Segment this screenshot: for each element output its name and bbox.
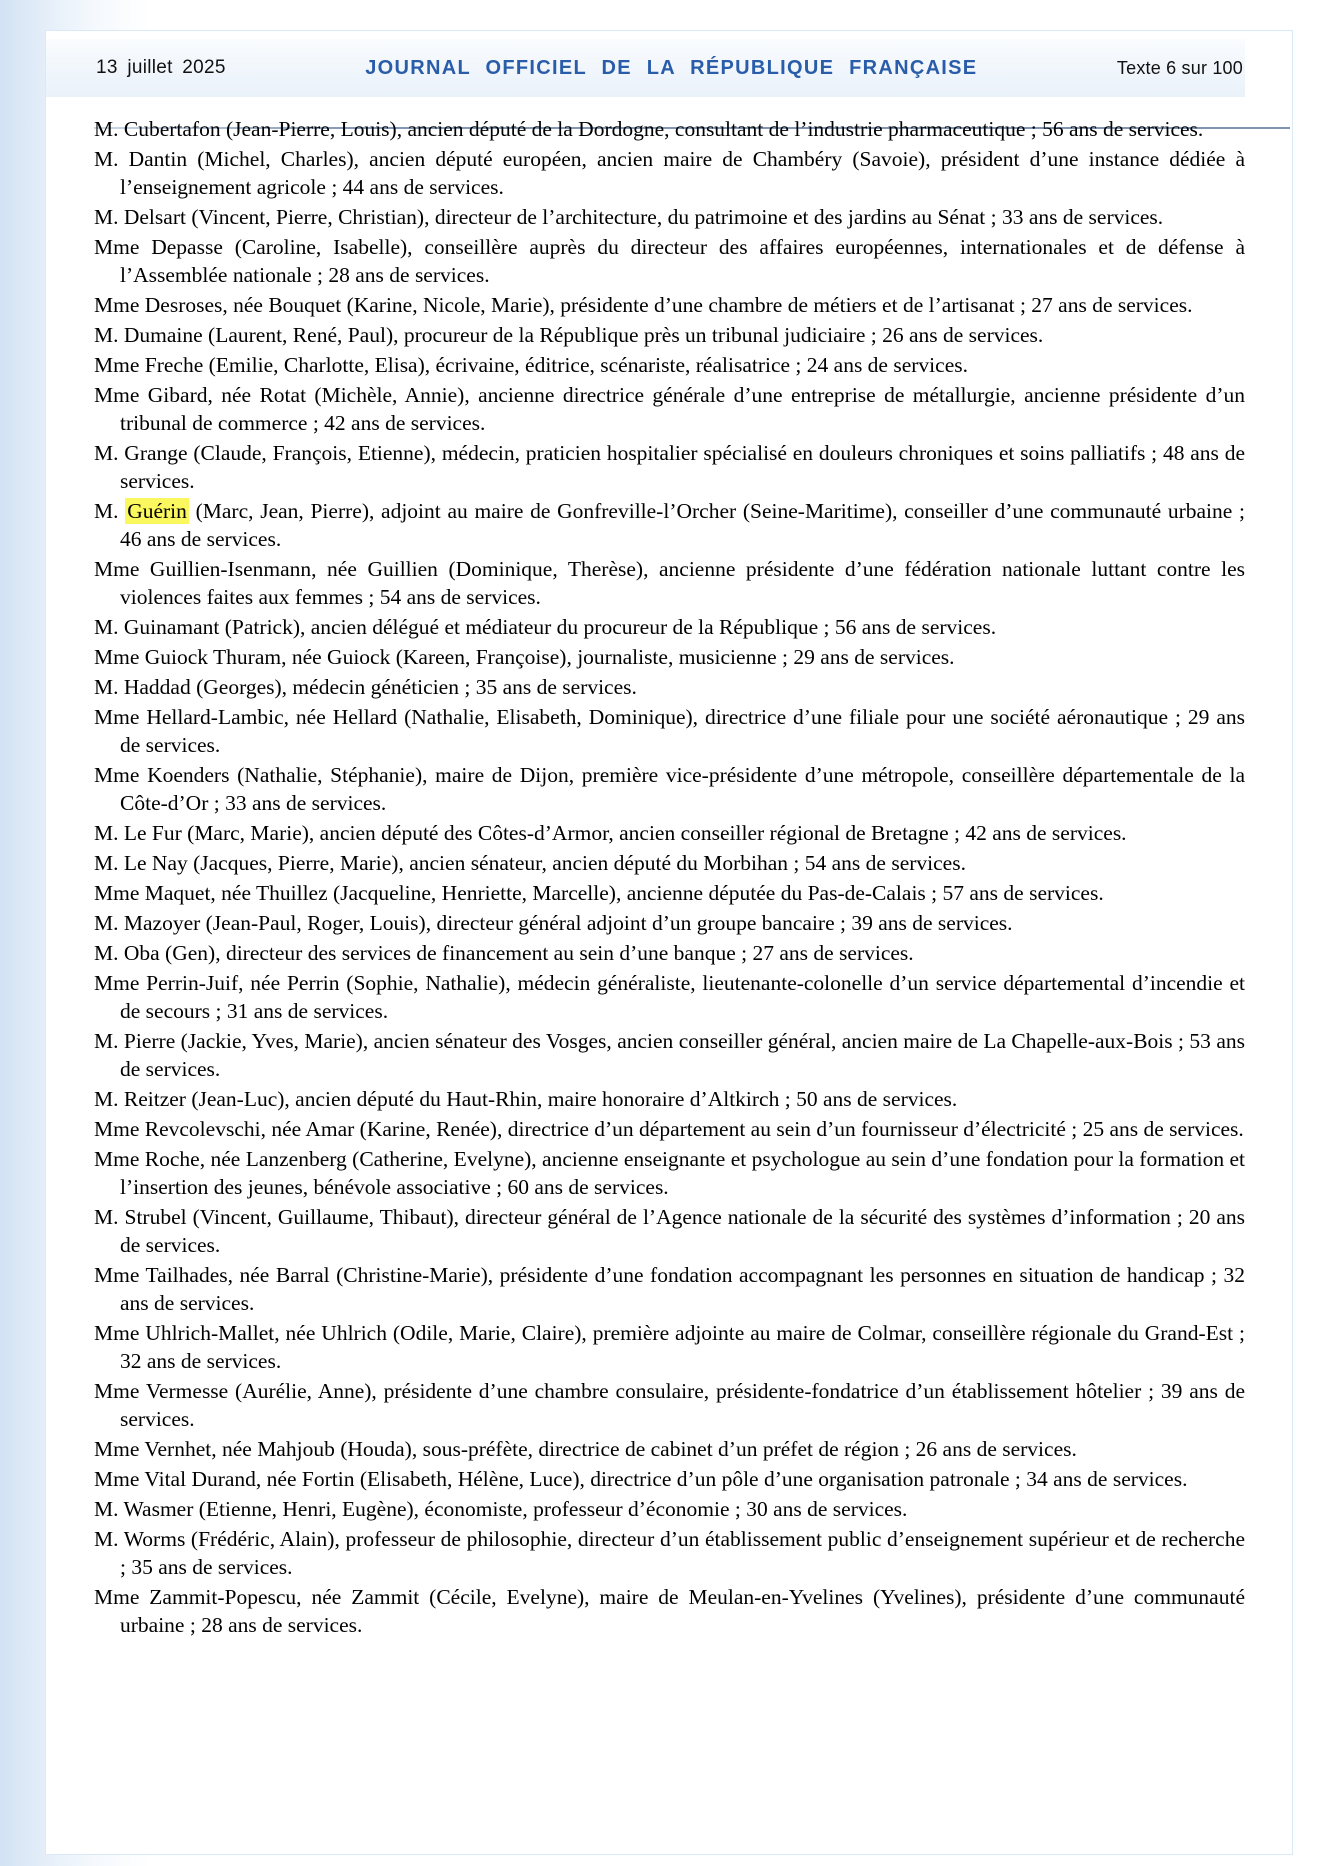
- entry-paragraph: Mme Perrin-Juif, née Perrin (Sophie, Nathalie), médecin généraliste, lieutenante-colonelle d’un service départemental d’incendie et de secours ; 31 ans de services.: [94, 971, 1245, 1023]
- entry-paragraph: Mme Maquet, née Thuillez (Jacqueline, Henriette, Marcelle), ancienne députée du Pas-de-Calais ; 57 ans de services.: [94, 881, 1104, 905]
- entry-paragraph: M. Oba (Gen), directeur des services de financement au sein d’une banque ; 27 ans de services.: [94, 941, 914, 965]
- find-match-highlight: Guérin: [127, 499, 187, 523]
- entry-paragraph: Mme Koenders (Nathalie, Stéphanie), maire de Dijon, première vice-présidente d’une métropole, conseillère départementale de la Côte-d’Or ; 33 ans de services.: [94, 763, 1245, 815]
- page-header: [46, 39, 1245, 97]
- entry-paragraph: Mme Revcolevschi, née Amar (Karine, Renée), directrice d’un département au sein d’un fournisseur d’électricité ; 25 ans de services.: [94, 1117, 1244, 1141]
- entry-paragraph: Mme Depasse (Caroline, Isabelle), conseillère auprès du directeur des affaires européennes, internationales et de défense à l’Assemblée nationale ; 28 ans de services.: [94, 235, 1245, 287]
- entry-paragraph: Mme Guiock Thuram, née Guiock (Kareen, Françoise), journaliste, musicienne ; 29 ans de services.: [94, 645, 955, 669]
- entry-paragraph: M. Le Fur (Marc, Marie), ancien député des Côtes-d’Armor, ancien conseiller régional de Bretagne ; 42 ans de services.: [94, 821, 1127, 845]
- entry-paragraph: Mme Hellard-Lambic, née Hellard (Nathalie, Elisabeth, Dominique), directrice d’une filiale pour une société aéronautique ; 29 ans de services.: [94, 705, 1245, 757]
- entry-paragraph: M. Dantin (Michel, Charles), ancien député européen, ancien maire de Chambéry (Savoie), président d’une instance dédiée à l’enseignement agricole ; 44 ans de services.: [94, 147, 1245, 199]
- entry-paragraph: Mme Gibard, née Rotat (Michèle, Annie), ancienne directrice générale d’une entreprise de métallurgie, ancienne présidente d’un tribunal de commerce ; 42 ans de services.: [94, 383, 1245, 435]
- entry-paragraph: M. Wasmer (Etienne, Henri, Eugène), économiste, professeur d’économie ; 30 ans de services.: [94, 1497, 908, 1521]
- entry-paragraph: Mme Desroses, née Bouquet (Karine, Nicole, Marie), présidente d’une chambre de métiers et de l’artisanat ; 27 ans de services.: [94, 293, 1193, 317]
- entry-paragraph: M. Grange (Claude, François, Etienne), médecin, praticien hospitalier spécialisé en douleurs chroniques et soins palliatifs ; 48 ans de services.: [94, 441, 1245, 493]
- entry-paragraph: Mme Freche (Emilie, Charlotte, Elisa), écrivaine, éditrice, scénariste, réalisatrice ; 24 ans de services.: [94, 353, 968, 377]
- header-date: 13 juillet 2025: [96, 57, 226, 78]
- entry-paragraph: M. Guinamant (Patrick), ancien délégué et médiateur du procureur de la République ; 56 ans de services.: [94, 615, 997, 639]
- entry-paragraph: Mme Guillien-Isenmann, née Guillien (Dominique, Therèse), ancienne présidente d’une fédération nationale luttant contre les violences faites aux femmes ; 54 ans de services.: [94, 557, 1245, 609]
- entry-paragraph: M. Mazoyer (Jean-Paul, Roger, Louis), directeur général adjoint d’un groupe bancaire ; 39 ans de services.: [94, 911, 1013, 935]
- header-page-ref: Texte 6 sur 100: [1116, 57, 1243, 78]
- entry-paragraph: M. Guérin (Marc, Jean, Pierre), adjoint au maire de Gonfreville-l’Orcher (Seine-Maritime), conseiller d’une communauté urbaine ; 46 ans de services.: [94, 499, 1245, 551]
- journal-title: JOURNAL OFFICIEL DE LA RÉPUBLIQUE FRANÇAISE: [365, 56, 978, 79]
- entry-paragraph: M. Dumaine (Laurent, René, Paul), procureur de la République près un tribunal judiciaire ; 26 ans de services.: [94, 323, 1044, 347]
- entry-paragraph: M. Worms (Frédéric, Alain), professeur de philosophie, directeur d’un établissement public d’enseignement supérieur et de recherche ; 35 ans de services.: [94, 1527, 1245, 1579]
- entry-paragraph: M. Cubertafon (Jean-Pierre, Louis), ancien député de la Dordogne, consultant de l’industrie pharmaceutique ; 56 ans de services.: [94, 117, 1204, 141]
- entry-paragraph: Mme Roche, née Lanzenberg (Catherine, Evelyne), ancienne enseignante et psychologue au sein d’une fondation pour la formation et l’insertion des jeunes, bénévole associative ; 60 ans de services.: [94, 1147, 1245, 1199]
- entry-paragraph: M. Pierre (Jackie, Yves, Marie), ancien sénateur des Vosges, ancien conseiller général, ancien maire de La Chapelle-aux-Bois ; 53 ans de services.: [94, 1029, 1245, 1081]
- entry-paragraph: Mme Uhlrich-Mallet, née Uhlrich (Odile, Marie, Claire), première adjointe au maire de Colmar, conseillère régionale du Grand-Est ; 32 ans de services.: [94, 1321, 1245, 1373]
- entry-paragraph: Mme Tailhades, née Barral (Christine-Marie), présidente d’une fondation accompagnant les personnes en situation de handicap ; 32 ans de services.: [94, 1263, 1245, 1315]
- entry-paragraph: Mme Vermesse (Aurélie, Anne), présidente d’une chambre consulaire, présidente-fondatrice d’un établissement hôtelier ; 39 ans de services.: [94, 1379, 1245, 1431]
- entry-paragraph: M. Le Nay (Jacques, Pierre, Marie), ancien sénateur, ancien député du Morbihan ; 54 ans de services.: [94, 851, 966, 875]
- document-page: [45, 30, 1293, 1855]
- entry-paragraph: M. Delsart (Vincent, Pierre, Christian), directeur de l’architecture, du patrimoine et des jardins au Sénat ; 33 ans de services.: [94, 205, 1164, 229]
- entry-paragraph: M. Strubel (Vincent, Guillaume, Thibaut), directeur général de l’Agence nationale de la sécurité des systèmes d’information ; 20 ans de services.: [94, 1205, 1245, 1257]
- entry-paragraph: Mme Zammit-Popescu, née Zammit (Cécile, Evelyne), maire de Meulan-en-Yvelines (Yvelines), présidente d’une communauté urbaine ; 28 ans de services.: [94, 1585, 1245, 1637]
- entry-paragraph: M. Reitzer (Jean-Luc), ancien député du Haut-Rhin, maire honoraire d’Altkirch ; 50 ans de services.: [94, 1087, 958, 1111]
- entries-list: [94, 115, 1245, 1641]
- entry-paragraph: M. Haddad (Georges), médecin généticien ; 35 ans de services.: [94, 675, 637, 699]
- entry-paragraph: Mme Vernhet, née Mahjoub (Houda), sous-préfète, directrice de cabinet d’un préfet de région ; 26 ans de services.: [94, 1437, 1077, 1461]
- entry-paragraph: Mme Vital Durand, née Fortin (Elisabeth, Hélène, Luce), directrice d’un pôle d’une organisation patronale ; 34 ans de services.: [94, 1467, 1188, 1491]
